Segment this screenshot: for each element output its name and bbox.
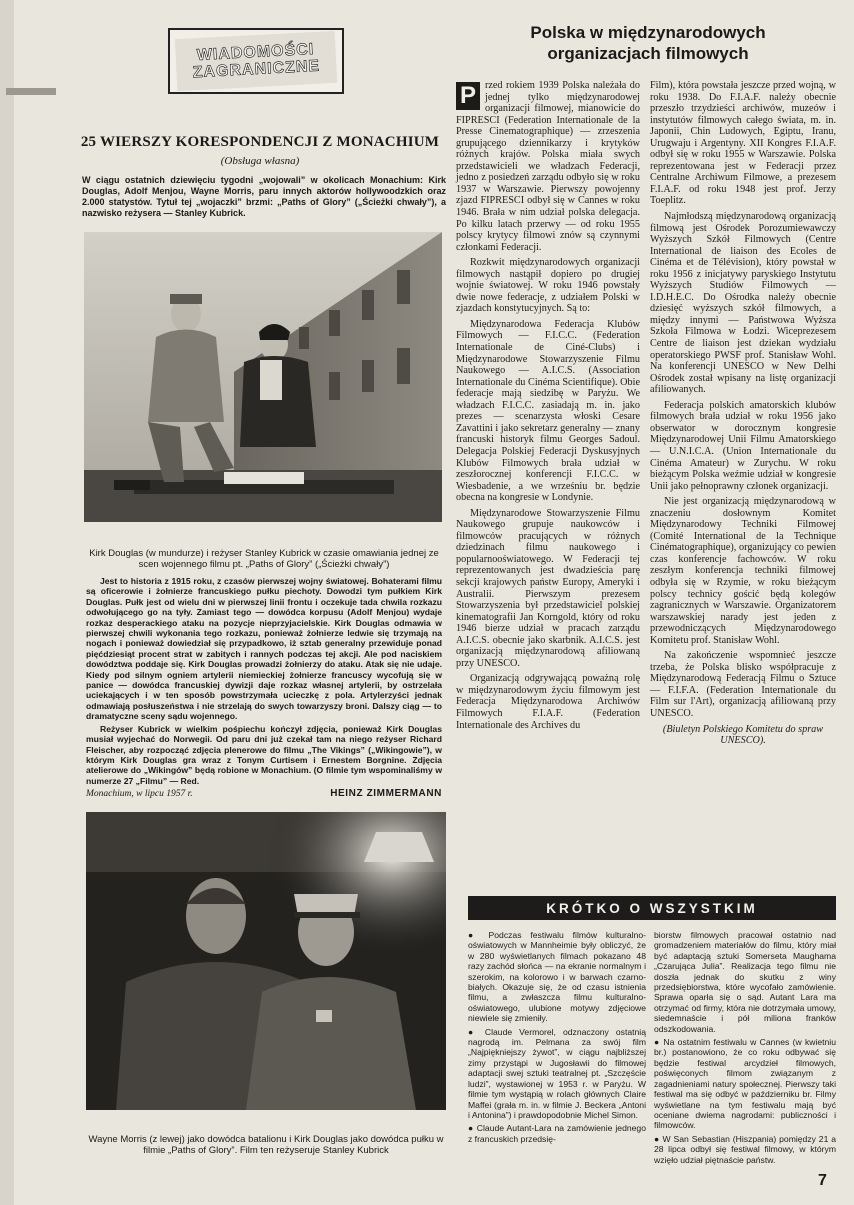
left-article-byline: (Obsługa własna) bbox=[220, 155, 300, 167]
right-article-paragraph: Rozkwit międzynarodowych organizacji filmowych nastąpił dopiero po drugiej wojnie światowej. W roku 1946 powstały dwie nowe federacje, z udziałem Polski w zjazdach konstytucyjnych. Są to: bbox=[456, 257, 640, 315]
left-article-body bbox=[86, 576, 442, 799]
photo2-caption: Wayne Morris (z lewej) jako dowódca batalionu i Kirk Douglas jako dowódca pułku w filmie „Paths of Glory”. Film ten reżyseruje Stanley Kubrick bbox=[88, 1134, 444, 1156]
section-stamp bbox=[168, 28, 344, 94]
right-article-paragraph: Nie jest organizacją międzynarodową w znaczeniu dosłownym Komitet Międzynarodowy Techniki Filmowej (Comité International de la Technique Cinématographique), organizujący co pewien czas konferencje fachowców. W roku zeszłym konferencja techniki filmowej odbyła się w Rzymie, w roku bieżącym polscy technicy gościć będą kolegów zagranicznych w Warszawie. Organizatorem warszawskiej narady jest jeden z przewodniczących Międzynarodowego Komitetu prof. Stanisław Wohl. bbox=[650, 496, 836, 646]
krotko-banner: KRÓTKO O WSZYSTKIM bbox=[468, 896, 836, 920]
right-article-paragraph-text: rzed rokiem 1939 Polska należała do jednej tylko międzynarodowej organizacji filmowej, mianowicie do FIPRESCI (Federation Internationale de la Presse Cinematographique) — zrzeszenia grupującego dziennikarzy i krytyków różnych krajów. Polska miała swych przedstawicieli we władzach Federacji, jedno z posiedzeń zarządu odbyło się w roku 1937 w Warszawie. Pierwszy powojenny zjazd FIPRESCI odbył się w Cannes w roku 1946. Brała w nim udział polska delegacja. Po kilku latach przerwy — od roku 1955 polscy krytycy filmowi znów są czynnymi członkami Federacji. bbox=[456, 80, 640, 253]
right-article-headline bbox=[458, 22, 838, 64]
left-article-author: HEINZ ZIMMERMANN bbox=[330, 788, 442, 800]
section-stamp-inner bbox=[175, 31, 338, 91]
drop-cap: P bbox=[456, 82, 480, 110]
photo-morris-douglas bbox=[86, 812, 446, 1110]
krotko-item: ● Na ostatnim festiwalu w Cannes (w kwietniu br.) postanowiono, że co roku odbywać się będzie festiwal arcydzieł filmowych, poświęconych filmom związanym z zagadnieniami natury społecznej. Pierwszy taki festiwal ma się odbyć w październiku br. Filmy wyświetlane na tym festiwalu mają być oceniane dwiema nagrodami: publiczności i filmowców. bbox=[654, 1037, 836, 1131]
right-article-headline-line2: organizacjach filmowych bbox=[547, 44, 749, 63]
left-article-intro: W ciągu ostatnich dziewięciu tygodni „wojowali” w okolicach Monachium: Kirk Douglas, Adolf Menjou, Wayne Morris, paru innych aktorów hollywoodzkich oraz 2.000 statystów. Tytuł tej „wojaczki” brzmi: „Paths of Glory” („Ścieżki chwały”), a nazwisko reżysera — Stanley Kubrick. bbox=[82, 175, 446, 218]
krotko-item: ● Claude Vermorel, odznaczony ostatnią nagrodą im. Pelmana za swój film „Najpiękniejszy żywot”, w ciągu najbliższej zimy przystąpi w Jugosławii do filmowej adaptacji swej sztuki teatralnej pt. „Szczęście ludzi”, wystawionej w 1953 r. w Paryżu. W filmie tym wystąpią w rolach głównych Claire Maffei (grała m. in. w filmie J. Beckera „Antoni i Antonina”) i prawdopodobnie Michel Simon. bbox=[468, 1026, 646, 1120]
right-article-paragraph: Międzynarodowa Federacja Klubów Filmowych — F.I.C.C. (Federation Internationale de Ciné-Clubs) i Międzynarodowe Stowarzyszenie Filmu Naukowego — A.I.C.S. (Association Internationale du Cinéma Scientifique). Obie federacje mają siedzibę w Paryżu. We władzach F.I.C.C. zasiadają m. in. jako prezes — scenarzysta włoski Cesare Zavattini i jako sekretarz generalny — znany francuski historyk filmu Georges Sadoul. Delegacja Polskiej Federacji Dyskusyjnych Klubów Filmowych brała udział w zeszłorocznej konferencji F.I.C.C. w Wiesbadenie, a we wrześniu br. będzie obecna na kongresie w Londynie. bbox=[456, 318, 640, 504]
left-article-paragraph: Jest to historia z 1915 roku, z czasów pierwszej wojny światowej. Bohaterami filmu są oficerowie i żołnierze francuskiego pułku piechoty. Dowodzi tym pułkiem Kirk Douglas. Pułk jest od wielu dni w pierwszej linii frontu i oczekuje tada chwila rozkazu odwołującego go na tyły. Zamiast tego — dowódca korpusu (Adolf Menjou) wydaje rozkaz desperackiego ataku na pozycje nieprzyjacielskie. Kirk Douglas odmawia w pierwszej chwili wykonania tego rozkazu, ponieważ żołnierze ledwie się trzymają na nogach i ponieważ dowiedział się przypadkowo, iż sztab generalny przewiduje ponad pięćdziesiąt procent strat w zabitych i rannych podczas tej akcji. Ale pod naciskiem dowództwa poddaje się. Kirk Douglas prowadzi żołnierzy do ataku. Atak się nie udaje. Kiedy pod silnym ogniem artylerii niemieckiej żołnierze francuscy wycofują się w panice — dowódca francuskiej dywizji daje rozkaz własnej artylerii, by ostrzelała uciekających i w ten sposób powstrzymała ucieczkę z pola. Artylerzyści jednak odmawiają posłuszeństwa i nie strzelają do swych towarzyszy broni. Dalszy ciąg — to dramatyczne sceny sądu wojennego. bbox=[86, 576, 442, 722]
right-article-paragraph: Organizacją odgrywającą poważną rolę w międzynarodowym życiu filmowym jest Federacja Międzynarodowa Archiwów Filmowych F.I.A.F. (Federation Internationale des Archives du bbox=[456, 673, 640, 731]
photo1-caption: Kirk Douglas (w mundurze) i reżyser Stanley Kubrick w czasie omawiania jednej ze scen wojennego filmu pt. „Paths of Glory” („Ścieżki chwały”) bbox=[89, 548, 439, 570]
krotko-item: ● Claude Autant-Lara na zamówienie jednego z francuskich przedsię- bbox=[468, 1123, 646, 1144]
photo-douglas-kubrick-image bbox=[84, 232, 442, 522]
krotko-item: biorstw filmowych pracował ostatnio nad gromadzeniem materiałów do filmu, który miał być adaptacją sztuki Somerseta Maughama „Czarująca Julia”. Realizacja tego filmu nie doszła jednak do skutku z winy przedsiębiorstwa, które wycofało zamówienie. Sprawa oparła się o sąd. Autant Lara ma otrzymać od firmy, która nie dotrzymała umowy, siedemnaście i pół miliona franków odszkodowania. bbox=[654, 930, 836, 1034]
right-article-paragraph bbox=[456, 80, 640, 253]
section-stamp-line2: ZAGRANICZNE bbox=[192, 57, 321, 82]
right-article-column-1 bbox=[456, 80, 640, 735]
krotko-item: ● Podczas festiwalu filmów kulturalno-oświatowych w Mannheimie były obliczyć, że w 280 wyświetlanych filmach pokazano 48 razy zachód słońca — na ekranie normalnym i szerokim, na kolorowo i w barwach czarno-białych. Okazuje się, że od czasu istnienia filmu, a zwłaszcza filmu kulturalno-oświatowego, ulubione motywy zdjęciowe niewiele się zmieniły. bbox=[468, 930, 646, 1024]
right-article-paragraph: Film), która powstała jeszcze przed wojną, w roku 1938. Do F.I.A.F. należy obecnie przeszło trzydzieści archiwów, muzeów i instytutów filmowych całego świata, m. in. Japonii, Chin Ludowych, Egiptu, Iranu, Urugwaju i Argentyny. XII Kongres F.I.A.F. odbył się w roku 1955 w Warszawie. Polska reprezentowana jest w Federacji przez Centralne Archiwum Filmowe, a prezesem F.I.A.F. od roku 1948 jest prof. Jerzy Toeplitz. bbox=[650, 80, 836, 207]
krotko-item: ● W San Sebastian (Hiszpania) pomiędzy 21 a 28 lipca odbył się festiwal filmowy, w którym wzięło udział piętnaście państw. bbox=[654, 1133, 836, 1165]
right-article-headline-line1: Polska w międzynarodowych bbox=[530, 23, 766, 42]
left-article-headline: 25 WIERSZY KORESPONDENCJI Z MONACHIUM bbox=[80, 134, 440, 150]
right-article-paragraph: Federacja polskich amatorskich klubów filmowych brała udział w roku 1956 jako obserwator w dorocznym kongresie Międzynarodowej Unii Filmu Amatorskiego — U.N.I.C.A. (Union Internationale du Cinéma Amateur) w Zurychu. W roku bieżącym Polska weźmie udział w kongresie Unii jako pełnoprawny członek organizacji. bbox=[650, 399, 836, 492]
right-article-source: (Biuletyn Polskiego Komitetu do spraw UNESCO). bbox=[662, 723, 824, 747]
photo-douglas-kubrick bbox=[84, 232, 442, 522]
right-article-paragraph: Najmłodszą międzynarodową organizacją filmową jest Ośrodek Porozumiewawczy Wyższych Szkół Filmowych (Centre International de liaison des Ecoles de Cinéma et de Télévision), który powstał w roku 1956 z inicjatywy paryskiego Instytutu Wyższych Studiów Filmowych — I.D.H.E.C. Do Ośrodka należy obecnie dziesięć wyższych szkół filmowych, a między innymi — Państwowa Wyższa Szkoła Filmowa w Łodzi. Wiceprezesem Centre de liaison jest dziekan wydziału operatorskiego PWSF prof. Stanisław Wohl. Na konferencji UNESCO w New Delhi Ośrodek został wpisany na listę organizacji afiliowanych. bbox=[650, 211, 836, 396]
right-article-paragraph: Międzynarodowe Stowarzyszenie Filmu Naukowego grupuje naukowców i filmowców pracujących w różnych dziedzinach filmu naukowego i popularnooświatowego. W Federacji tej reprezentowanych jest dwadzieścia parę sekcji krajowych państw Europy, Ameryki i Australii. Pierwszym prezesem Stowarzyszenia był przedstawiciel polskiej kinematografii Jan Korngold, który od roku 1946 bierze udział w pracach zarządu A.I.C.S. obecnie jako skarbnik. A.I.C.S. jest organizacją międzynarodową afiliowaną przy UNESCO. bbox=[456, 507, 640, 669]
page-edge-svg bbox=[0, 0, 60, 1205]
krotko-column-2 bbox=[654, 930, 836, 1168]
photo-morris-douglas-image bbox=[86, 812, 446, 1110]
section-stamp-line1: WIADOMOŚCI bbox=[196, 40, 315, 65]
krotko-column-1 bbox=[468, 930, 646, 1147]
left-article-dateline: Monachium, w lipcu 1957 r. bbox=[86, 789, 193, 800]
right-article-paragraph: Na zakończenie wspomnieć jeszcze trzeba, że Polska blisko współpracuje z Międzynarodową Federacją Filmu o Sztuce — F.I.F.A. (Federation Internationale du Film sur l'Art), organizacją afiliowaną przy UNESCO. bbox=[650, 650, 836, 719]
right-article-column-2 bbox=[650, 80, 836, 751]
page-edge-shadow bbox=[0, 0, 60, 1205]
page-number: 7 bbox=[818, 1172, 827, 1189]
left-article-paragraph: Reżyser Kubrick w wielkim pośpiechu kończył zdjęcia, ponieważ Kirk Douglas musiał wyjechać do Norwegii. Od paru dni już czekał tam na niego reżyser Richard Fleischer, aby rozpocząć zdjęcia plenerowe do filmu „The Vikings” („Wikingowie”), w którym Kirk Douglas gra wraz z Tonym Curtisem i Ernestem Borgnine. Zdjęcia atelierowe do „Wikingów” będą robione w Monachium. (O filmie tym wspominaliśmy w numerze 27 „Filmu” — Red. bbox=[86, 723, 442, 786]
left-article-signature bbox=[86, 788, 442, 799]
left-article-header bbox=[74, 134, 446, 219]
